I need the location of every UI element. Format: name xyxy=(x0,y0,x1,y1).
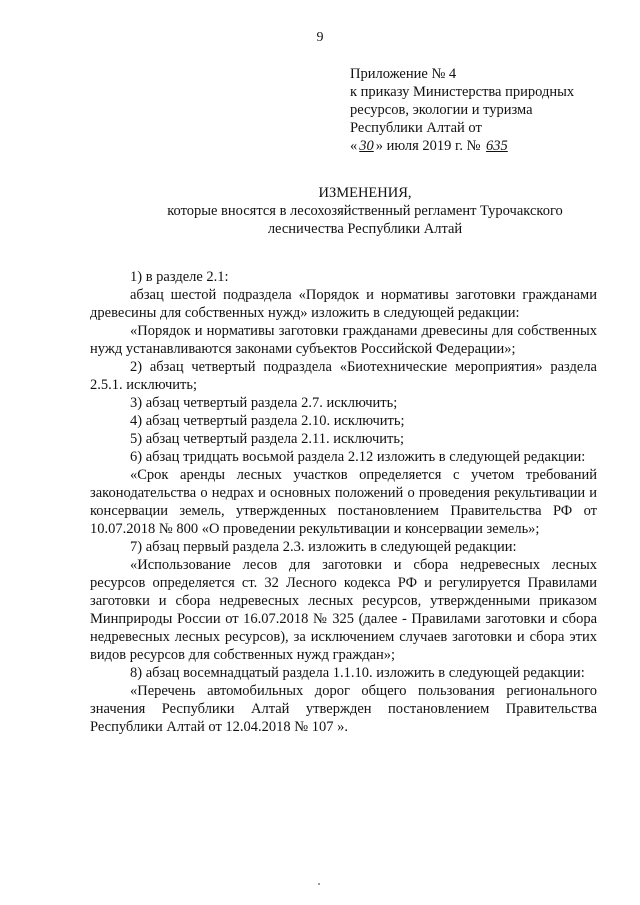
appendix-date-line xyxy=(350,137,630,155)
document-body xyxy=(90,268,597,736)
date-rest: » июля 2019 г. № xyxy=(375,138,481,154)
date-prefix: « xyxy=(350,138,358,154)
paragraph: 1) в разделе 2.1: xyxy=(130,269,229,285)
paragraph: абзац шестой подраздела «Порядок и нормативы заготовки гражданами древесины для собственных нужд» изложить в следующей редакции: xyxy=(90,287,597,321)
order-number: 635 xyxy=(486,138,508,154)
scan-speck xyxy=(318,883,320,885)
paragraph: 6) абзац тридцать восьмой раздела 2.12 изложить в следующей редакции: xyxy=(130,449,586,465)
appendix-header xyxy=(350,65,630,155)
paragraph: 8) абзац восемнадцатый раздела 1.1.10. изложить в следующей редакции: xyxy=(130,665,585,681)
appendix-line-1: Приложение № 4 xyxy=(350,66,457,82)
paragraph: 2) абзац четвертый подраздела «Биотехнические мероприятия» раздела 2.5.1. исключить; xyxy=(90,359,597,393)
paragraph: «Порядок и нормативы заготовки гражданами древесины для собственных нужд устанавливаются законами субъектов Российской Федерации»; xyxy=(90,323,597,357)
document-title xyxy=(90,184,640,238)
title-subtitle-2: лесничества Республики Алтай xyxy=(267,221,463,237)
appendix-line-3: ресурсов, экологии и туризма xyxy=(350,102,533,118)
title-subtitle-1: которые вносятся в лесохозяйственный регламент Турочакского xyxy=(167,203,563,219)
paragraph: 4) абзац четвертый раздела 2.10. исключить; xyxy=(130,413,405,429)
paragraph: 5) абзац четвертый раздела 2.11. исключить; xyxy=(130,431,404,447)
title-heading: ИЗМЕНЕНИЯ, xyxy=(318,185,412,201)
date-day: 30 xyxy=(359,138,374,154)
paragraph: 7) абзац первый раздела 2.3. изложить в следующей редакции: xyxy=(130,539,517,555)
appendix-line-2: к приказу Министерства природных xyxy=(350,84,575,100)
paragraph: «Перечень автомобильных дорог общего пользования регионального значения Республики Алтай утвержден постановлением Правительства Республики Алтай от 12.04.2018 № 107 ». xyxy=(90,683,597,735)
paragraph: 3) абзац четвертый раздела 2.7. исключить; xyxy=(130,395,398,411)
paragraph: «Использование лесов для заготовки и сбора недревесных лесных ресурсов определяется ст. 32 Лесного кодекса РФ и регулируется Правилами заготовки и сбора недревесных лесных ресурсов, утвержденными приказом Минприроды России от 16.07.2018 № 325 (далее - Правилами заготовки и сбора недревесных лесных ресурсов), за исключением случаев заготовки и сбора этих видов ресурсов для собственных нужд граждан»; xyxy=(90,557,597,663)
paragraph: «Срок аренды лесных участков определяется с учетом требований законодательства о недрах и основных положений о проведения рекультивации и консервации земель, утвержденных постановлением Правительства РФ от 10.07.2018 № 800 «О проведении рекультивации и консервации земель»; xyxy=(90,467,597,537)
page-number: 9 xyxy=(316,30,324,45)
appendix-line-4: Республики Алтай от xyxy=(350,120,482,136)
